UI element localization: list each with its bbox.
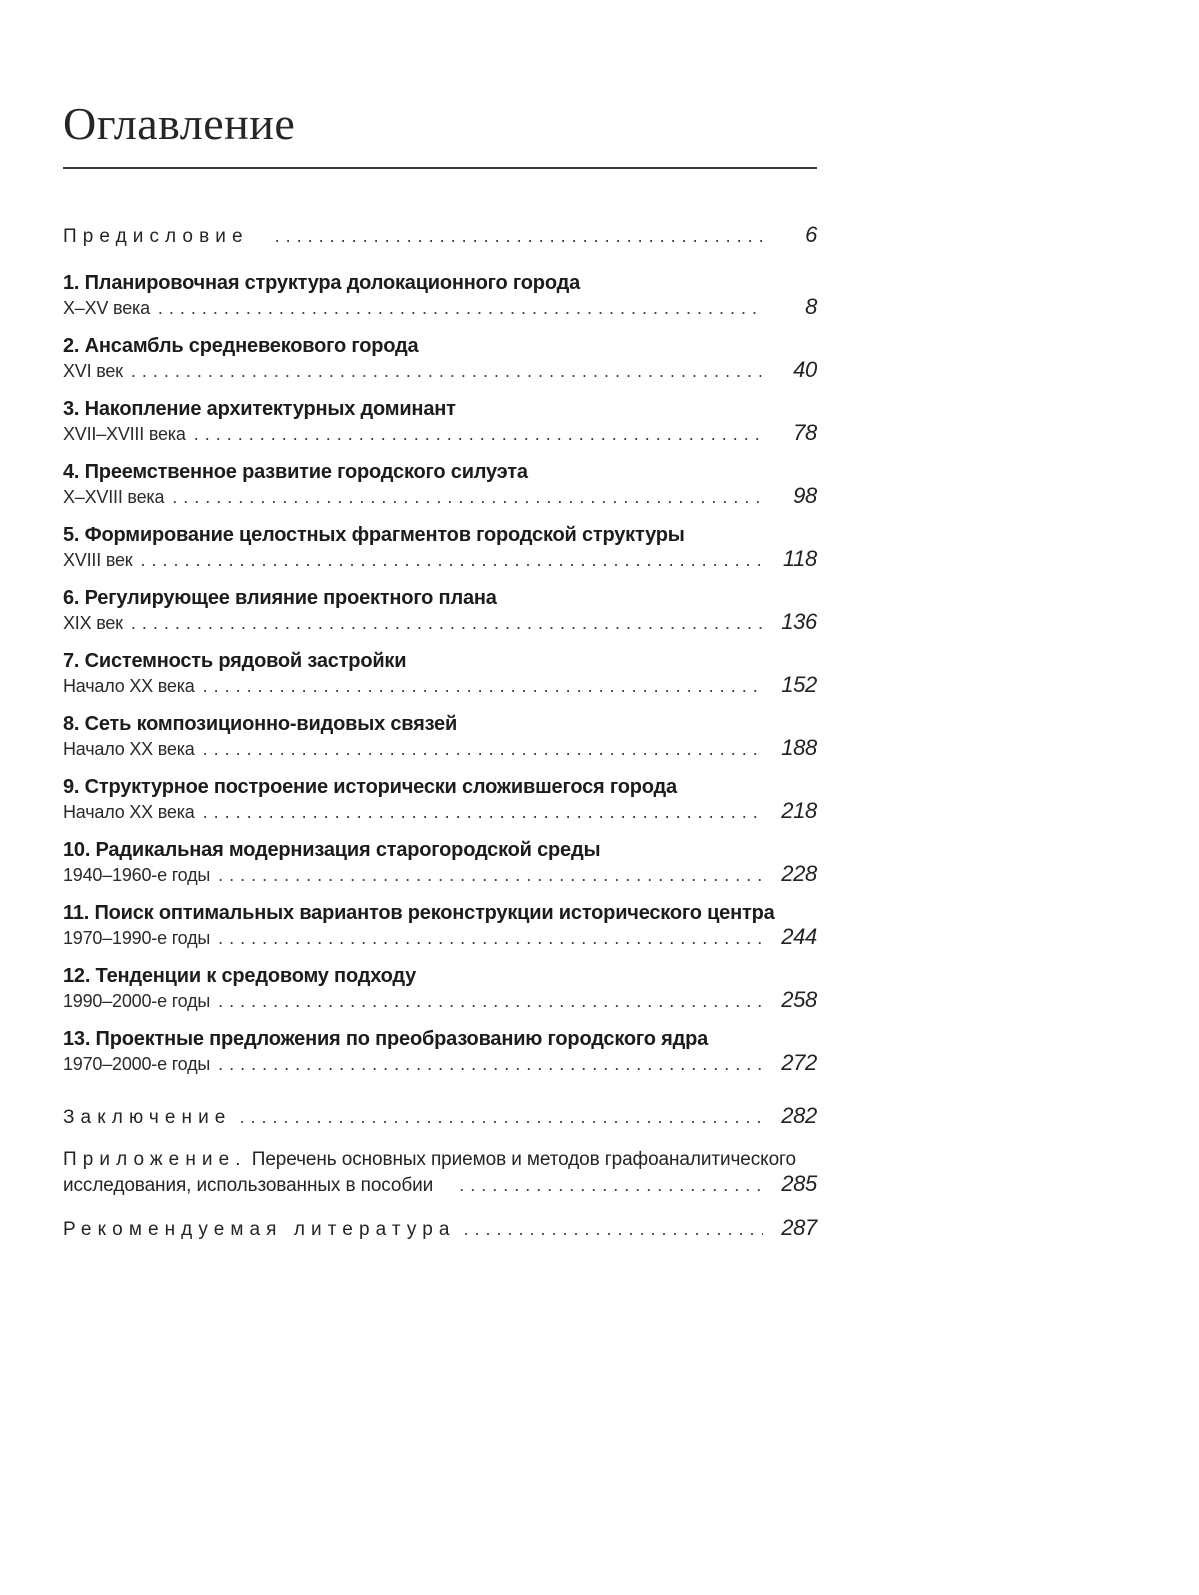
chapter-title: 11. Поиск оптимальных вариантов реконструкции исторического центра	[63, 901, 775, 924]
chapter-period: Начало XX века	[63, 801, 195, 822]
entry-page-number: 152	[781, 671, 817, 697]
dot-leader	[172, 485, 763, 509]
dot-leader	[194, 422, 763, 446]
toc-entry-chapter-13	[63, 1027, 817, 1076]
dot-leader	[203, 800, 763, 824]
entry-page-number: 188	[781, 734, 817, 760]
chapter-period: X–XVIII века	[63, 486, 165, 507]
toc-entry-preface	[63, 223, 817, 249]
toc-entry-chapter-9	[63, 775, 817, 824]
dot-leader	[275, 224, 763, 248]
chapter-period: 1990–2000-е годы	[63, 990, 211, 1011]
chapter-period: 1970–1990-е годы	[63, 927, 211, 948]
toc-entry-literature	[63, 1216, 817, 1242]
entry-page-number: 282	[781, 1102, 817, 1128]
entry-label: Заключение	[63, 1106, 232, 1128]
entry-page-number: 78	[793, 419, 817, 445]
dot-leader	[131, 611, 763, 635]
chapter-title: 7. Системность рядовой застройки	[63, 649, 407, 672]
dot-leader	[218, 863, 763, 887]
toc-entry-chapter-4	[63, 460, 817, 509]
toc-entry-chapter-8	[63, 712, 817, 761]
chapter-period: XVI век	[63, 360, 123, 381]
chapter-period: Начало XX века	[63, 738, 195, 759]
chapter-title: 9. Структурное построение исторически сложившегося города	[63, 775, 677, 798]
chapter-title: 4. Преемственное развитие городского силуэта	[63, 460, 528, 483]
dot-leader	[239, 1105, 763, 1129]
entry-label: Предисловие	[63, 225, 249, 247]
appendix-title-rest: Перечень основных приемов и методов графоаналитического	[246, 1148, 796, 1170]
chapter-period: XIX век	[63, 612, 123, 633]
appendix-title-wrap: исследования, использованных в пособии	[63, 1174, 434, 1196]
toc-entry-chapter-10	[63, 838, 817, 887]
entry-page-number: 218	[781, 797, 817, 823]
entry-page-number: 98	[793, 482, 817, 508]
chapter-period: XVII–XVIII века	[63, 423, 186, 444]
entry-page-number: 272	[781, 1049, 817, 1075]
chapter-title: 10. Радикальная модернизация старогородской среды	[63, 838, 601, 861]
chapter-period: 1970–2000-е годы	[63, 1053, 211, 1074]
entry-page-number: 258	[781, 986, 817, 1012]
dot-leader	[203, 737, 763, 761]
chapter-title: 6. Регулирующее влияние проектного плана	[63, 586, 497, 609]
entry-page-number: 40	[793, 356, 817, 382]
dot-leader	[203, 674, 763, 698]
chapter-title: 1. Планировочная структура долокационного города	[63, 271, 580, 294]
toc-entry-chapter-1	[63, 271, 817, 320]
dot-leader	[131, 359, 763, 383]
page-title: Оглавление	[63, 98, 296, 149]
entry-page-number: 287	[781, 1214, 817, 1240]
toc-entry-chapter-6	[63, 586, 817, 635]
entry-page-number: 228	[781, 860, 817, 886]
dot-leader	[218, 1052, 763, 1076]
chapter-title: 5. Формирование целостных фрагментов городской структуры	[63, 523, 685, 546]
chapter-title: 8. Сеть композиционно-видовых связей	[63, 712, 458, 735]
entry-label: Рекомендуемая литература	[63, 1218, 456, 1240]
entry-page-number: 136	[781, 608, 817, 634]
chapter-period: X–XV века	[63, 297, 150, 318]
chapter-title: 3. Накопление архитектурных доминант	[63, 397, 456, 420]
toc-entry-chapter-2	[63, 334, 817, 383]
dot-leader	[459, 1173, 763, 1197]
toc-entry-conclusion	[63, 1104, 817, 1130]
dot-leader	[218, 926, 763, 950]
entry-page-number: 118	[782, 545, 817, 571]
chapter-period: Начало XX века	[63, 675, 195, 696]
entry-page-number: 8	[805, 293, 817, 319]
appendix-title-line	[63, 1148, 817, 1172]
chapter-period: 1940–1960-е годы	[63, 864, 211, 885]
entry-page-number: 285	[781, 1170, 817, 1196]
chapter-period: XVIII век	[63, 549, 133, 570]
chapter-list	[63, 271, 817, 1076]
chapter-title: 13. Проектные предложения по преобразованию городского ядра	[63, 1027, 709, 1050]
chapter-title: 2. Ансамбль средневекового города	[63, 334, 419, 357]
dot-leader	[218, 989, 763, 1013]
toc-entry-chapter-12	[63, 964, 817, 1013]
title-rule	[63, 167, 817, 169]
entry-page-number: 6	[805, 221, 817, 247]
toc-entry-chapter-7	[63, 649, 817, 698]
toc-entry-chapter-11	[63, 901, 817, 950]
dot-leader	[463, 1217, 763, 1241]
dot-leader	[158, 296, 763, 320]
toc-entry-chapter-5	[63, 523, 817, 572]
chapter-title: 12. Тенденции к средовому подходу	[63, 964, 417, 987]
toc-entry-appendix	[63, 1148, 817, 1198]
entry-page-number: 244	[781, 923, 817, 949]
dot-leader	[140, 548, 763, 572]
toc-entry-chapter-3	[63, 397, 817, 446]
appendix-label: Приложение.	[63, 1148, 247, 1170]
